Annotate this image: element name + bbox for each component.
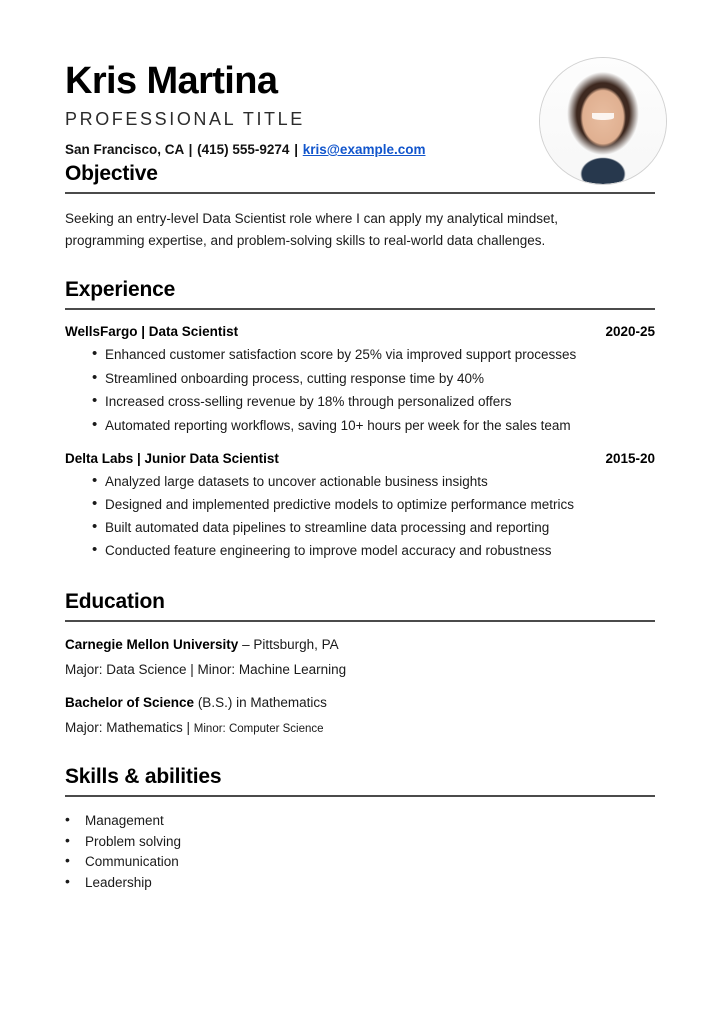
section-divider <box>65 795 655 797</box>
job-date: 2015-20 <box>605 451 655 467</box>
section-education <box>65 590 659 739</box>
list-item: • Conducted feature engineering to improve model accuracy and robustness <box>65 539 659 562</box>
contact-separator-1: | <box>188 142 193 157</box>
list-item: • Streamlined onboarding process, cutting response time by 40% <box>65 367 659 391</box>
education-major: Major: Mathematics | <box>65 720 194 736</box>
education-major-line <box>65 718 659 739</box>
education-major: Major: Data Science | Minor: Machine Learning <box>65 662 347 678</box>
section-heading-objective: Objective <box>65 162 158 185</box>
education-institution-suffix: – Pittsburgh, PA <box>238 637 339 653</box>
objective-text: Seeking an entry-level Data Scientist role where I can apply my analytical mindset, programming expertise, and problem-solving skills to real-world data challenges. <box>65 211 558 249</box>
education-entry <box>65 693 659 739</box>
avatar-photo <box>540 58 666 184</box>
job-title: WellsFargo | Data Scientist <box>65 324 239 340</box>
education-entry <box>65 635 659 680</box>
list-item: • Built automated data pipelines to streamline data processing and reporting <box>65 516 659 539</box>
section-heading-education: Education <box>65 590 165 614</box>
section-experience <box>65 278 659 562</box>
list-item: • Increased cross-selling revenue by 18% through personalized offers <box>65 390 659 414</box>
section-heading-experience: Experience <box>65 278 176 302</box>
section-divider <box>65 308 655 310</box>
education-degree-suffix: (B.S.) in Mathematics <box>194 695 327 711</box>
job-title: Delta Labs | Junior Data Scientist <box>65 451 279 467</box>
objective-body <box>65 208 659 252</box>
experience-entry-header <box>65 324 655 339</box>
section-divider <box>65 620 655 622</box>
education-minor: Minor: Computer Science <box>193 723 324 736</box>
skills-list <box>65 811 659 893</box>
contact-separator-2: | <box>294 142 298 157</box>
section-heading-skills: Skills & abilities <box>65 765 222 789</box>
education-institution-line <box>65 635 659 655</box>
education-major-line <box>65 660 659 680</box>
list-item: • Problem solving <box>65 832 659 853</box>
page-title: Kris Martina <box>65 60 278 102</box>
list-item: • Enhanced customer satisfaction score by 25% via improved support processes <box>65 343 659 367</box>
contact-location: San Francisco, CA <box>65 142 184 157</box>
experience-entry <box>65 324 659 437</box>
list-item: • Communication <box>65 852 659 873</box>
job-bullet-list <box>65 343 659 437</box>
section-divider <box>65 192 655 194</box>
list-item: • Leadership <box>65 873 659 894</box>
education-institution-line <box>65 693 659 713</box>
list-item: • Designed and implemented predictive models to optimize performance metrics <box>65 493 659 516</box>
education-institution: Carnegie Mellon University <box>65 637 239 653</box>
list-item: • Management <box>65 811 659 832</box>
avatar <box>539 57 667 185</box>
list-item: • Automated reporting workflows, saving 10+ hours per week for the sales team <box>65 414 659 438</box>
resume-header <box>65 0 659 157</box>
education-degree: Bachelor of Science <box>65 695 195 711</box>
experience-entry <box>65 451 659 562</box>
job-bullet-list <box>65 470 659 562</box>
list-item: • Analyzed large datasets to uncover actionable business insights <box>65 470 659 493</box>
job-date: 2020-25 <box>605 324 655 340</box>
email-link[interactable]: kris@example.com <box>302 142 426 157</box>
professional-title: PROFESSIONAL TITLE <box>65 109 305 129</box>
experience-entry-header <box>65 451 655 466</box>
contact-phone: (415) 555-9274 <box>197 142 290 157</box>
section-skills <box>65 765 659 893</box>
